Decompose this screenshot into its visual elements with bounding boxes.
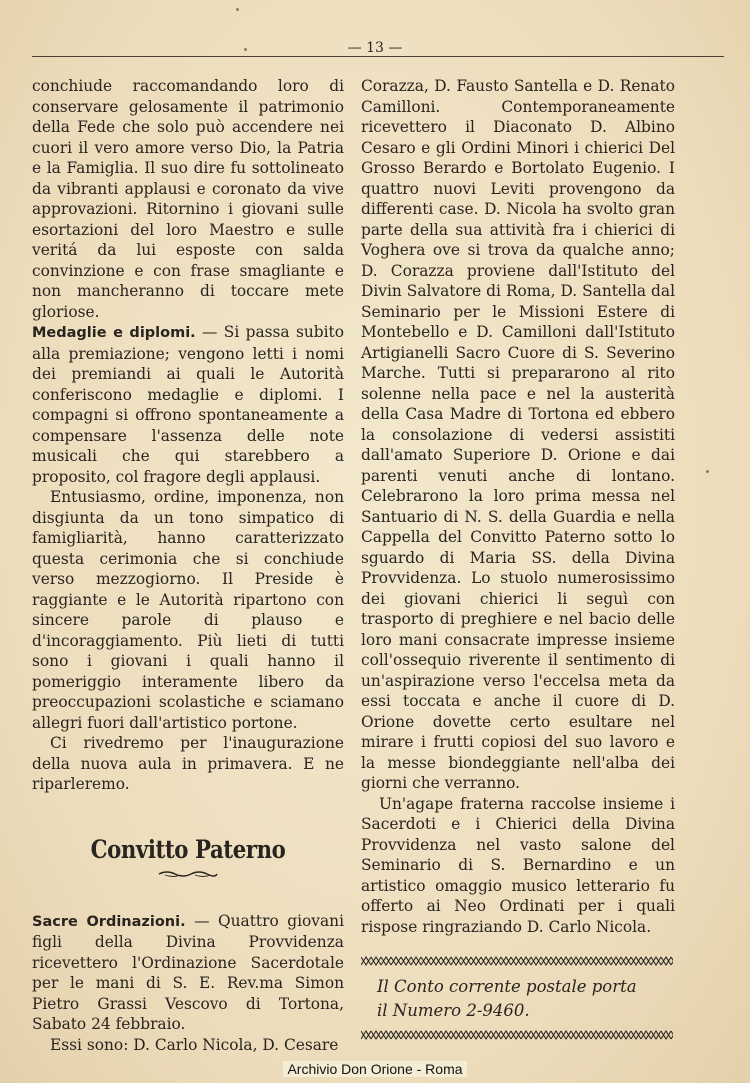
right-column (361, 76, 675, 1041)
paragraph-speech-conclusion: conchiude raccomandando loro di conservare gelosamente il patrimonio della Fede che solo può accendere nei cuori il vero amore verso Dio, la Patria e la Famiglia. Il suo dire fu sottolineato da vibranti applausi e coronato da vive approvazioni. Ritornino i giovani sulle esortazioni del loro Maestro e sulle veritá da lui esposte con salda convinzione e con frase smagliante e non mancheranno di toccare mete gloriose. (32, 77, 344, 321)
paragraph-ordinations (32, 911, 344, 1035)
paper-speck (706, 470, 709, 473)
paper-speck (236, 8, 239, 11)
ordinations-body: — Quattro giovani figli della Divina Provvidenza ricevettero l'Ordinazione Sacerdotale per le mani di S. E. Rev.ma Simon Pietro Grassi Vescovo di Tortona, Sabato 24 febbraio. (32, 911, 344, 1033)
paragraph-enthusiasm: Entusiasmo, ordine, imponenza, non disgiunta da un tono simpatico di famigliarità, hanno caratterizzato questa cerimonia che si conchiude verso mezzogiorno. Il Preside è raggiante e le Autorità ripartono con sincere parole di plauso e d'incoraggiamento. Più lieti di tutti sono i giovani i quali hanno il pomeriggio interamente libero da preoccupazioni scolastiche e sciamano allegri fuori dall'artistico portone. (32, 488, 344, 732)
page-number: — 13 — (0, 40, 750, 56)
archive-footer: Archivio Don Orione - Roma (0, 1061, 750, 1077)
ornamental-border-top (361, 955, 673, 967)
paragraph-agape: Un'agape fraterna raccolse insieme i Sacerdoti e i Chierici della Divina Provvidenza nel vasto salone del Seminario di S. Bernardino e un artistico omaggio musico letterario fu offerto ai Neo Ordinati per i quali rispose ringraziando D. Carlo Nicola. (361, 794, 675, 936)
run-in-heading-ordinations: Sacre Ordinazioni. (32, 913, 186, 930)
awards-body: — Si passa subito alla premiazione; vengono letti i nomi dei premiandi ai quali le Autorità conferiscono medaglie e diplomi. I compagni si offrono spontaneamente a compensare l'assenza delle note musicali che qui starebbero a proposito, col fragore degli applausi. (32, 323, 344, 486)
paragraph-see-you: Ci rivedremo per l'inaugurazione della nuova aula in primavera. E ne riparleremo. (32, 734, 344, 793)
paragraph-awards (32, 322, 344, 487)
run-in-heading-awards: Medaglie e diplomi. (32, 325, 196, 341)
section-title: Convitto Paterno (90, 834, 286, 864)
notice-line-2: il Numero 2-9460. (377, 1001, 530, 1020)
paragraph-ordained-names: Corazza, D. Fausto Santella e D. Renato Camilloni. Contemporaneamente ricevettero il Diaconato D. Albino Cesaro e gli Ordini Minori i chierici Del Grosso Berardo e Bortolato Eugenio. I quattro nuovi Leviti provengono da differenti case. D. Nicola ha svolto gran parte della sua attività fra i chierici di Voghera ove si trova da qualche anno; D. Corazza proviene dall'Istituto del Divin Salvatore di Roma, D. Santella dal Seminario per le Missioni Estere di Montebello e D. Camilloni dall'Istituto Artigianelli Sacro Cuore di S. Severino Marche. Tutti si prepararono al rito solenne nella pace e nel la austerità della Casa Madre di Tortona ed ebbero la consolazione di vedersi assistiti dall'amato Superiore D. Orione e dai parenti venuti anche di lontano. Celebrarono la loro prima messa nel Santuario di N. S. della Guardia e nella Cappella del Convitto Paterno sotto lo sguardo di Maria SS. della Divina Provvidenza. Lo stuolo numerosissimo dei giovani chierici li seguì con trasporto di preghiere e nel bacio delle loro mani consacrate impresse insieme coll'ossequio riverente il sentimento di un'aspirazione verso l'eccelsa meta da essi toccata e anche il cuore di D. Orione dovette certo esultare nel mirare i frutti copiosi del suo lavoro e la messe biondeggiante nell'alba dei giorni che verranno. (361, 77, 675, 792)
ornamental-border-bottom (361, 1029, 673, 1041)
notice-line-1: Il Conto corrente postale porta (377, 977, 637, 996)
paragraph-names: Essi sono: D. Carlo Nicola, D. Cesare (50, 1035, 339, 1054)
postal-account-notice (361, 975, 675, 1023)
header-rule (32, 56, 724, 57)
paper-speck (244, 48, 247, 51)
flourish-ornament (157, 869, 219, 879)
left-column (32, 76, 344, 1055)
